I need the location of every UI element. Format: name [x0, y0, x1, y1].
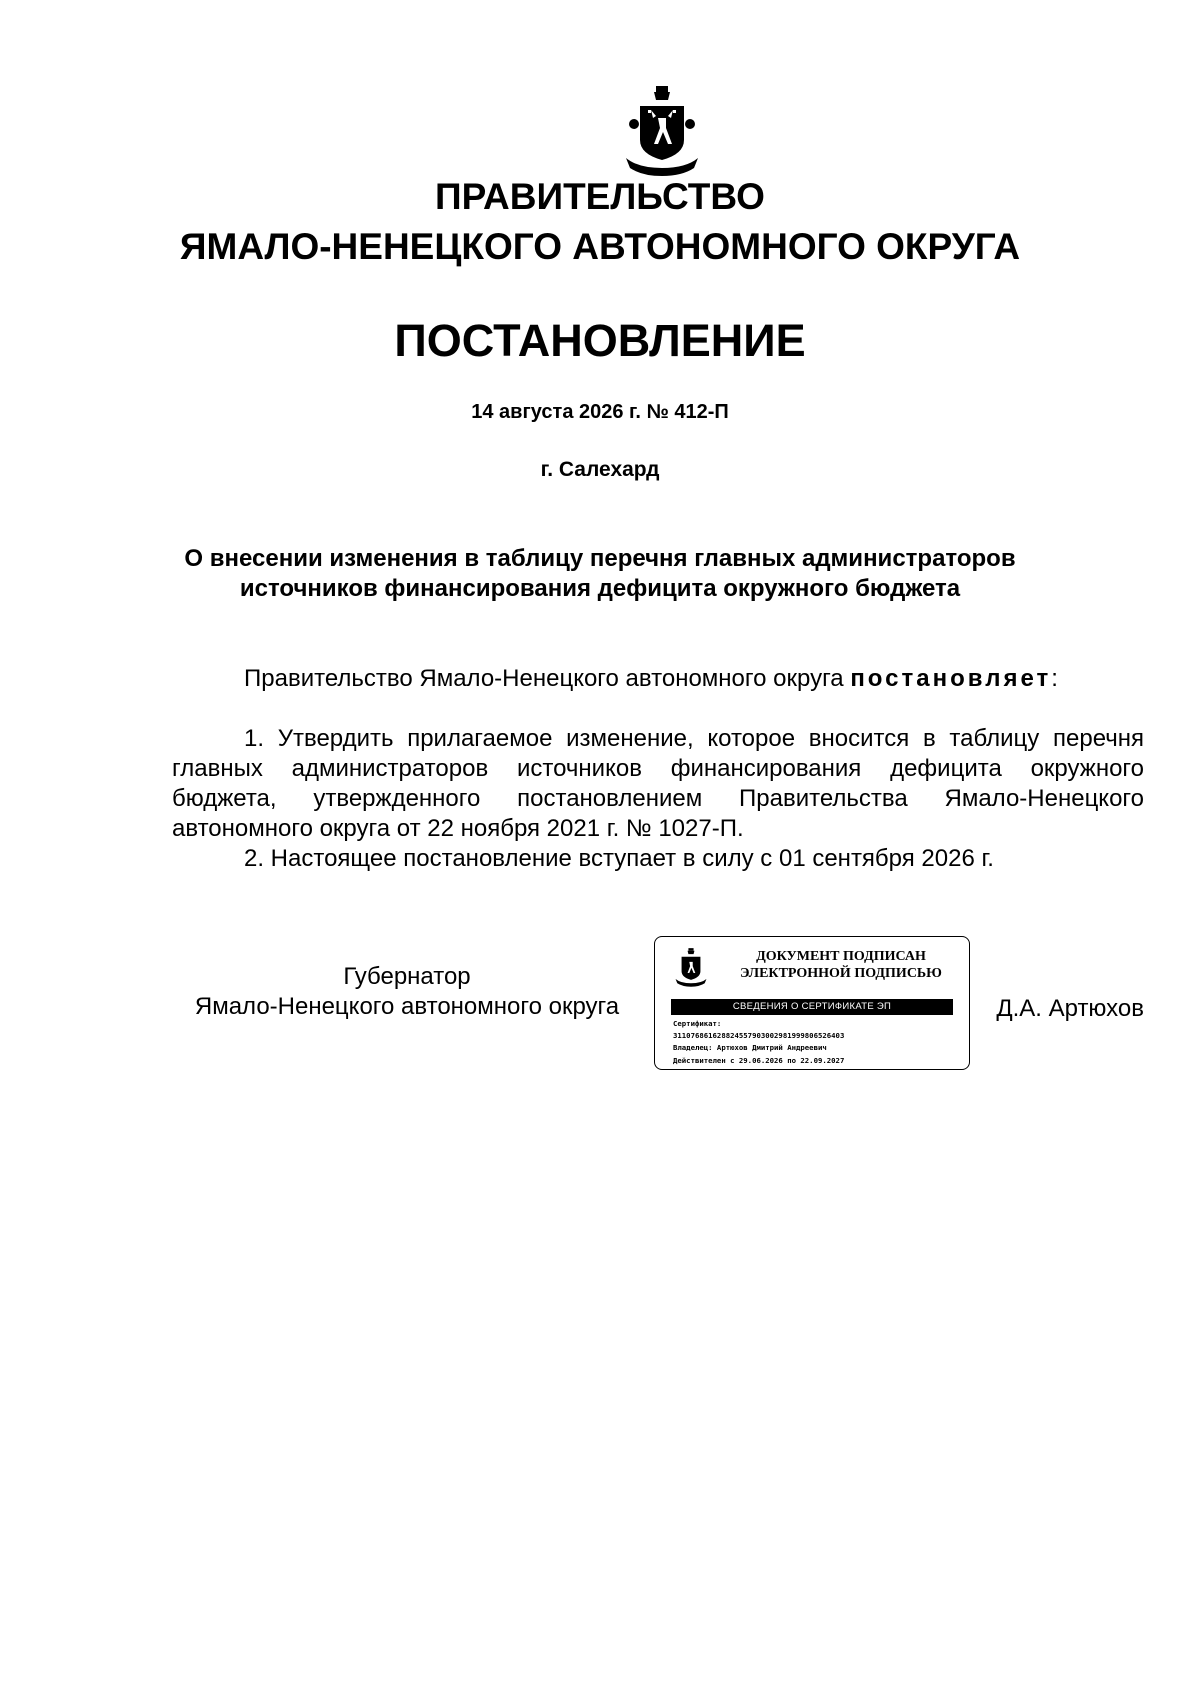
coat-of-arms-emblem	[620, 84, 704, 176]
signatory-position	[172, 962, 642, 1022]
stamp-heading-line1: ДОКУМЕНТ ПОДПИСАН	[756, 949, 926, 964]
certificate-info-bar: СВЕДЕНИЯ О СЕРТИФИКАТЕ ЭП	[671, 999, 953, 1015]
document-subject	[180, 544, 1020, 604]
certificate-number: 311076861628824557903002981999806526403	[673, 1031, 845, 1041]
subject-line2: источников финансирования дефицита окружного бюджета	[239, 575, 961, 602]
resolution-point-2: 2. Настоящее постановление вступает в силу с 01 сентября 2026 г.	[244, 845, 994, 872]
signatory-position-line2: Ямало-Ненецкого автономного округа	[194, 993, 620, 1020]
signatory-name: Д.А. Артюхов	[996, 995, 1144, 1022]
electronic-signature-stamp	[654, 936, 970, 1070]
preamble-paragraph	[172, 664, 1144, 694]
subject-line1: О внесении изменения в таблицу перечня главных администраторов	[184, 545, 1016, 572]
certificate-details	[673, 1018, 963, 1067]
government-title-line2: ЯМАЛО-НЕНЕЦКОГО АВТОНОМНОГО ОКРУГА	[179, 226, 1021, 267]
preamble-text: Правительство Ямало-Ненецкого автономного округа	[244, 665, 851, 692]
date-and-number: 14 августа 2026 г. № 412-П	[471, 401, 729, 423]
document-type-title: ПОСТАНОВЛЕНИЕ	[394, 315, 806, 366]
resolves-keyword: постановляет	[850, 665, 1052, 692]
stamp-emblem-icon	[673, 947, 709, 987]
certificate-owner: Владелец: Артюхов Дмитрий Андреевич	[673, 1043, 827, 1053]
certificate-label: Сертификат:	[673, 1019, 722, 1028]
stamp-heading-line2: ЭЛЕКТРОННОЙ ПОДПИСЬЮ	[740, 966, 942, 981]
resolution-point-1: 1. Утвердить прилагаемое изменение, которое вносится в таблицу перечня главных администраторов источников финансирования дефицита окружного бюджета, утвержденного постановлением Правительства Ямало-Ненецкого автономного округа от 22 ноября 2021 г. № 1027-П.	[172, 725, 1144, 842]
government-title-line1: ПРАВИТЕЛЬСТВО	[435, 176, 765, 217]
preamble-colon: :	[1051, 665, 1058, 692]
signatory-position-line1: Губернатор	[343, 963, 471, 990]
certificate-validity: Действителен с 29.06.2026 по 22.09.2027	[673, 1055, 845, 1065]
place-of-issue: г. Салехард	[540, 458, 660, 481]
stamp-heading	[725, 948, 957, 982]
